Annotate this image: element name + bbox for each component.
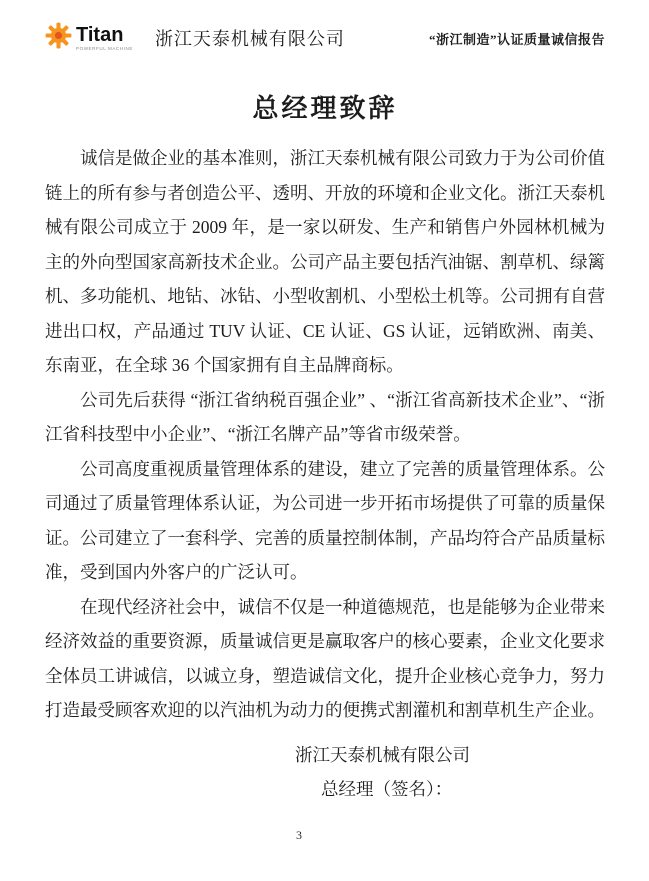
logo-wordmark <box>76 25 133 52</box>
titan-gear-icon <box>45 22 72 54</box>
document-body <box>45 141 605 728</box>
paragraph-3: 公司高度重视质量管理体系的建设，建立了完善的质量管理体系。公司通过了质量管理体系认证，为公司进一步开拓市场提供了可靠的质量保证。公司建立了一套科学、完善的质量控制体制，产品均符合产品质量标准，受到国内外客户的广泛认可。 <box>45 458 605 582</box>
header-company-name: 浙江天泰机械有限公司 <box>154 29 345 49</box>
signature-block <box>295 738 605 806</box>
paragraph-4: 在现代经济社会中，诚信不仅是一种道德规范，也是能够为企业带来经济效益的重要资源，质量诚信更是赢取客户的核心要素，企业文化要求全体员工讲诚信，以诚立身，塑造诚信文化，提升企业核心竞争力，努力打造最受顾客欢迎的以汽油机为动力的便携式割灌机和割草机生产企业。 <box>45 596 605 720</box>
paragraph-1: 诚信是做企业的基本准则，浙江天泰机械有限公司致力于为公司价值链上的所有参与者创造公平、透明、开放的环境和企业文化。浙江天泰机械有限公司成立于 2009 年，是一家以研发、生产和销售户外园林机械为主的外向型国家高新技术企业。公司产品主要包括汽油锯、割草机、绿篱机、多功能机、地钻、冰钻、小型收割机、小型松土机等。公司拥有自营进出口权，产品通过 TUV 认证、CE 认证、GS 认证，远销欧洲、南美、东南亚，在全球 36 个国家拥有自主品牌商标。 <box>45 148 605 375</box>
brand-tagline: POWERFUL MACHINE <box>76 45 133 51</box>
page-header <box>45 22 605 54</box>
signature-company: 浙江天泰机械有限公司 <box>295 744 470 765</box>
signature-signer-line: 总经理（签名）： <box>321 778 453 799</box>
titan-logo <box>45 22 133 54</box>
header-report-title: “浙江制造”认证质量诚信报告 <box>428 31 605 47</box>
brand-name: Titan <box>76 23 124 46</box>
document-title: 总经理致辞 <box>252 94 398 123</box>
paragraph-2: 公司先后获得 “浙江省纳税百强企业” 、“浙江省高新技术企业”、“浙江省科技型中小企业”、“浙江名牌产品”等省市级荣誉。 <box>45 389 605 444</box>
page-number: 3 <box>296 828 302 842</box>
